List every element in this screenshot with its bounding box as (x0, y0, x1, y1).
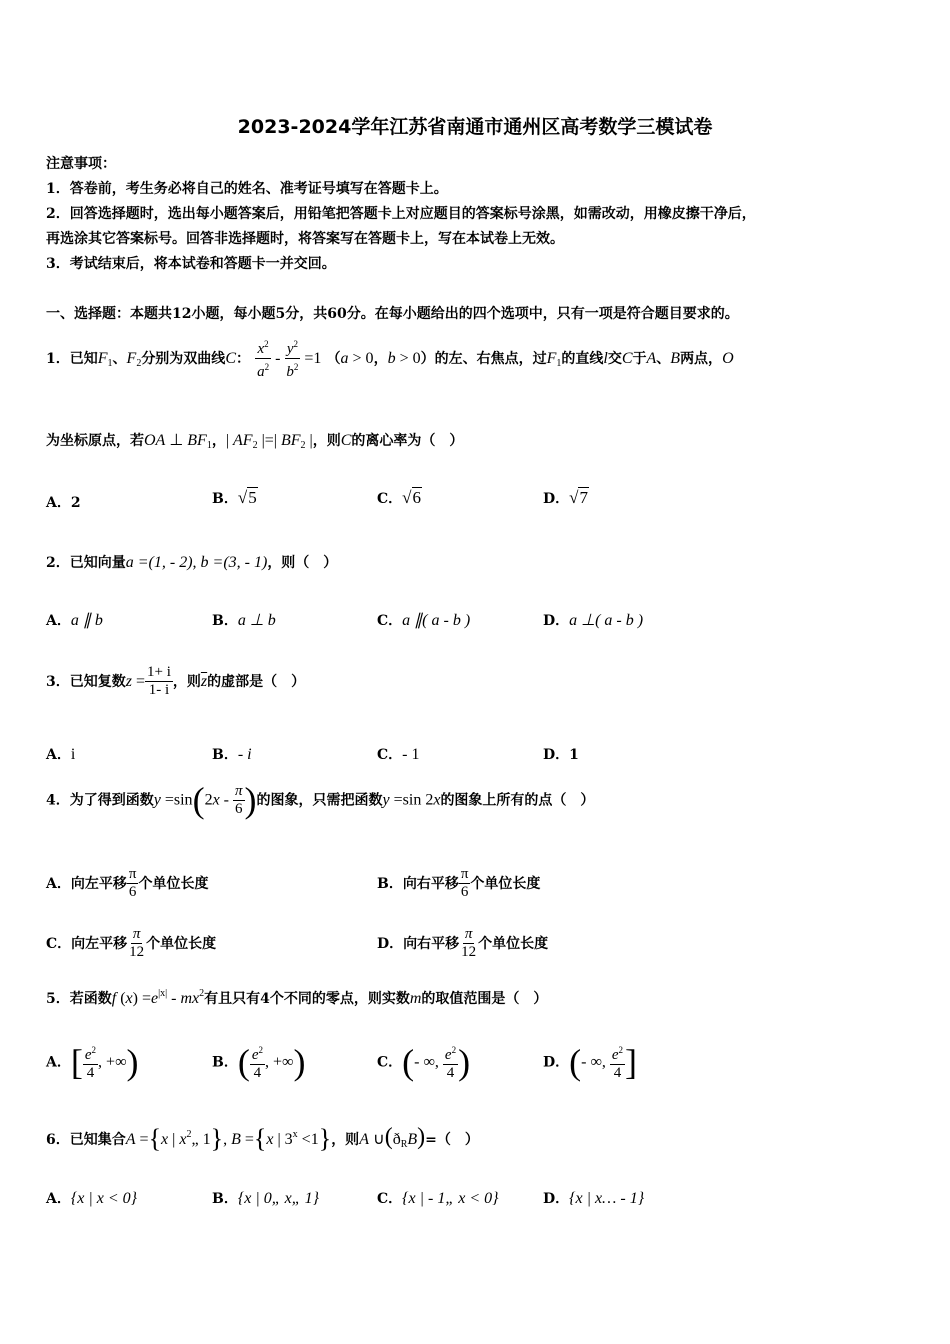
question-2: 2．已知向量a =(1, - 2), b =(3, - 1)，则（ ） (46, 554, 338, 571)
q6-option-d[interactable]: D．{x | x… - 1} (543, 1190, 645, 1207)
q2-option-d[interactable]: D．a ⊥( a - b ) (543, 612, 644, 629)
q6-option-c[interactable]: C．{x | - 1„ x < 0} (377, 1190, 499, 1207)
q3-option-d[interactable]: D．1 (543, 747, 579, 763)
q2-option-b[interactable]: B．a ⊥ b (212, 612, 276, 629)
q5-option-b[interactable]: B．( $\frac{e^2}{4}$ , +∞) (212, 1042, 306, 1082)
notice-item-2: 2．回答选择题时，选出每小题答案后，用铅笔把答题卡上对应题目的答案标号涂黑，如需改动，用橡皮擦干净后， (46, 206, 756, 222)
q1-option-d[interactable]: D．√7 (543, 488, 588, 507)
notice-item-3: 3．考试结束后，将本试卷和答题卡一并交回。 (46, 256, 336, 272)
q4-option-d[interactable]: D．向右平移 $\frac{\pi}{12}$ 个单位长度 (377, 926, 549, 960)
q4-option-a[interactable]: A．向左平移 $\frac{\pi}{6}$ 个单位长度 (46, 866, 209, 900)
notice-item-2-cont: 再选涂其它答案标号。回答非选择题时，将答案写在答题卡上，写在本试卷上无效。 (46, 231, 564, 247)
q1-option-c[interactable]: C．√6 (377, 488, 421, 507)
q5-option-c[interactable]: C．(- ∞, $\frac{e^2}{4}$ ) (377, 1042, 471, 1082)
q4-option-b[interactable]: B．向右平移 $\frac{\pi}{6}$ 个单位长度 (377, 866, 541, 900)
hyperbola-y-term: $\frac{y^2}{b^2}$ (284, 336, 300, 381)
q5-option-a[interactable]: A．[ $\frac{e^2}{4}$ , +∞) (46, 1042, 139, 1082)
q6-option-a[interactable]: A．{x | x < 0} (46, 1190, 138, 1207)
q3-option-c[interactable]: C．- 1 (377, 746, 420, 763)
notice-item-1: 1．答卷前，考生务必将自己的姓名、准考证号填写在答题卡上。 (46, 181, 448, 197)
question-4: 4．为了得到函数y =sin(2x - $\frac{\pi}{6}$ )的图象，只需把函数y =sin 2x的图象上所有的点（ ） (46, 780, 595, 820)
question-1-cont: 为坐标原点，若OA ⊥ $BF_1$，| $AF_2$ |=| $BF_2$ |，则C的离心率为（ ） (46, 432, 464, 451)
q4-option-c[interactable]: C．向左平移 $\frac{\pi}{12}$ 个单位长度 (46, 926, 217, 960)
q6-option-b[interactable]: B．{x | 0„ x„ 1} (212, 1190, 320, 1207)
q1-option-a[interactable]: A．2 (46, 495, 81, 511)
question-3: 3．已知复数z = $\frac{1+ i}{1- i}$ ，则$\overline{z}$的虚部是（ ） (46, 664, 306, 698)
q1-stem: 1．已知 (46, 351, 98, 367)
notice-heading: 注意事项： (46, 156, 116, 172)
q3-fraction: $\frac{1+ i}{1- i}$ (147, 664, 171, 698)
q5-option-d[interactable]: D．(- ∞, $\frac{e^2}{4}$ ] (543, 1042, 638, 1082)
question-6: 6．已知集合A ={x | $x^2„$ 1}, B ={x | $3^x <1$}，则A $\cup(ð_RB)=$（ ） (46, 1124, 479, 1153)
question-1: 1．已知$F_1$、$F_2$分别为双曲线C： $\frac{x^2}{a^2}$ - $\frac{y^2}{b^2}$ =1 （a > 0，b > 0）的左、右焦点，过$F_1$的直线l交C于A、B两点，O (46, 336, 734, 381)
q2-option-a[interactable]: A．a ∥ b (46, 612, 103, 629)
q3-option-a[interactable]: A．i (46, 746, 76, 763)
section-heading: 一、选择题：本题共12小题，每小题5分，共60分。在每小题给出的四个选项中，只有一项是符合题目要求的。 (46, 306, 739, 322)
question-5: 5．若函数f $(x) =e^{|x|} - mx^2$有且只有4个不同的零点，则实数m的取值范围是（ ） (46, 988, 548, 1007)
hyperbola-x-term: $\frac{x^2}{a^2}$ (255, 336, 271, 381)
q2-option-c[interactable]: C．a ∥( a - b ) (377, 612, 471, 629)
q3-option-b[interactable]: B．- i (212, 746, 252, 763)
q1-option-b[interactable]: B．√5 (212, 488, 257, 507)
q2-vectors: a =(1, - 2), b =(3, - 1) (125, 554, 268, 571)
page-title: 2023-2024学年江苏省南通市通州区高考数学三模试卷 (237, 116, 713, 138)
